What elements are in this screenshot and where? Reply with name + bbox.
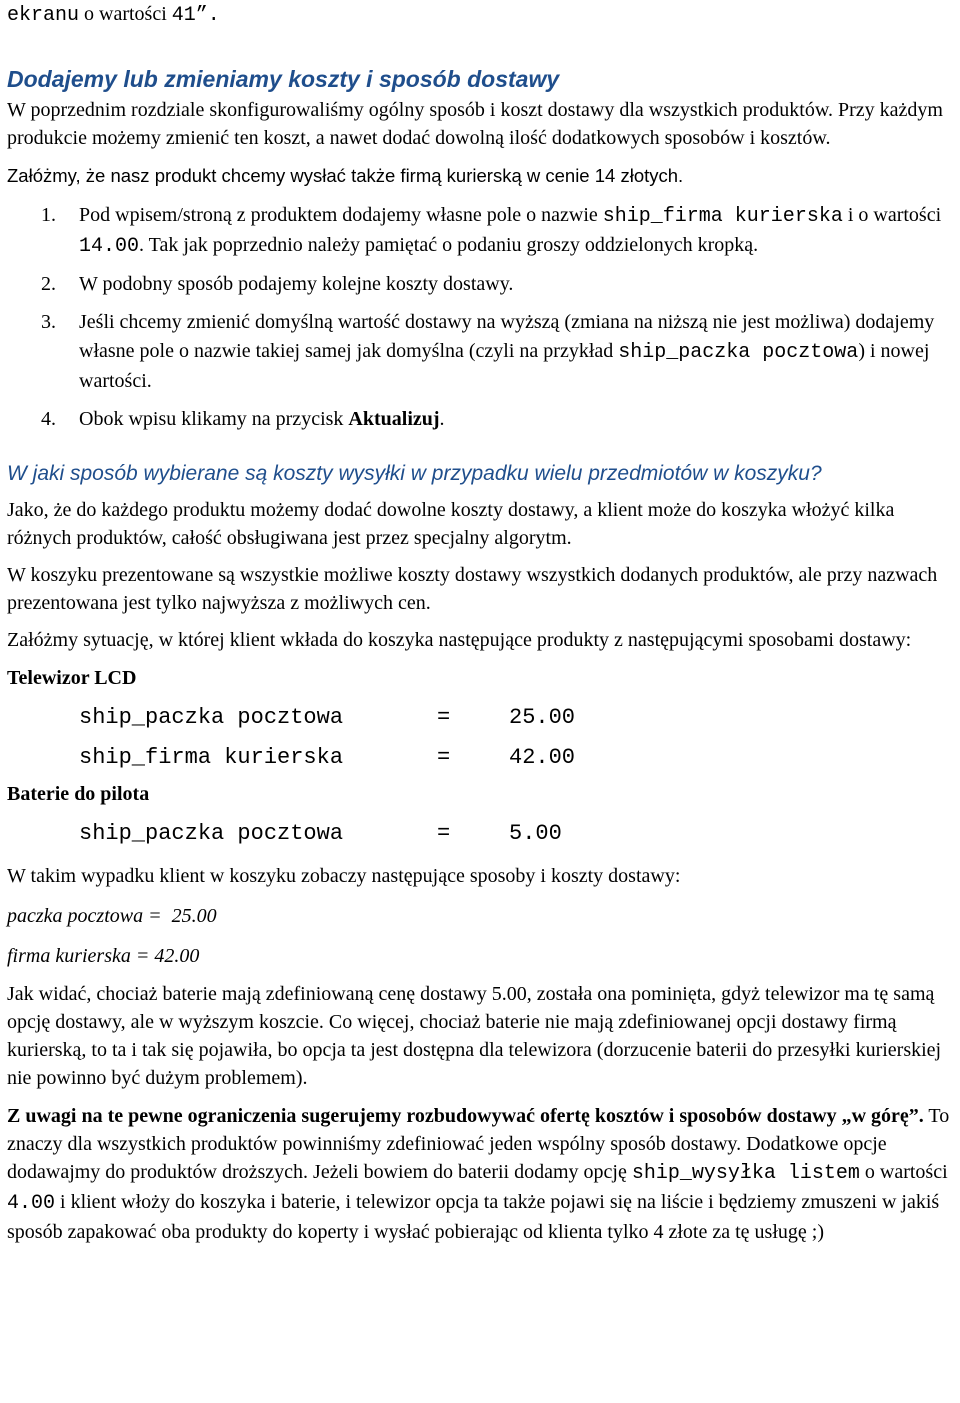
field-value: 4.00 [7, 1192, 56, 1215]
result-line: paczka pocztowa = 25.00 [7, 905, 217, 927]
section2-para4: W takim wypadku klient w koszyku zobaczy następujące sposoby i koszty dostawy: [7, 865, 681, 887]
step-number: 1. [41, 204, 56, 226]
field-value: 14.00 [79, 235, 140, 258]
section2-heading: W jaki sposób wybierane są koszty wysyłki w przypadku wielu przedmiotów w koszyku? [7, 462, 822, 485]
step-text: . Tak jak poprzednio należy pamiętać o podaniu groszy oddzielonych kropką. [139, 234, 759, 256]
field-name: ship_firma kurierska [602, 205, 843, 228]
shipping-row [7, 738, 953, 778]
section1-heading: Dodajemy lub zmieniamy koszty i sposób dostawy [7, 66, 560, 92]
equals-sign: = [437, 745, 451, 770]
intro-tail [7, 0, 953, 30]
shipping-cost: 25.00 [509, 705, 576, 730]
intro-mid: o wartości [79, 3, 172, 25]
section2-para1: Jako, że do każdego produktu możemy dodać dowolne koszty dostawy, a klient może do koszyka włożyć kilka różnych produktów, całość obsługiwana jest przez specjalny algorytm. [7, 499, 895, 549]
field-name: ship_wysyłka listem [631, 1162, 860, 1185]
equals-sign: = [437, 821, 451, 846]
section2-para5: Jak widać, chociaż baterie mają zdefiniowaną cenę dostawy 5.00, została ona pominięta, gdyż telewizor ma tę samą opcję dostawy, ale w wyższym koszcie. Co więcej, chociaż baterie nie mają zdefiniowanej opcji dostawy firmą kurierską, to ta i tak się pojawiła, bo opcja ta jest dostępna dla telewizora (dorzucenie baterii do przesyłki kurierskiej nie powinno być dużym problemem). [7, 983, 942, 1089]
section2-para3: Załóżmy sytuację, w której klient wkłada do koszyka następujące produkty z następującymi sposobami dostawy: [7, 629, 912, 651]
step-4 [7, 405, 953, 434]
result-line: firma kurierska = 42.00 [7, 945, 200, 967]
step-2 [7, 270, 953, 299]
intro-value: 41”. [171, 4, 220, 27]
field-name: ship_paczka pocztowa [618, 341, 859, 364]
step-number: 3. [41, 311, 56, 333]
final-text: i klient włoży do koszyka i baterie, i telewizor opcja ta także pojawi się na liście i będziemy zmuszeni w jakiś sposób zapakować oba produkty do koperty i wysłać pobierając od klienta tylko 4 złote za tę usługę ;) [7, 1191, 940, 1243]
step-number: 4. [41, 408, 56, 430]
intro-prefix: ekranu [7, 4, 80, 27]
final-text: To znaczy dla wszystkich produktów powinniśmy zdefiniować jeden wspólny sposób dostawy. Dodatkowe opcje dodawajmy do produktów droższych. Jeżeli bowiem do baterii dodamy opcję [7, 1105, 950, 1183]
shipping-field: ship_paczka pocztowa [79, 821, 344, 846]
product-name: Baterie do pilota [7, 783, 150, 805]
step-1 [7, 201, 953, 261]
shipping-field: ship_firma kurierska [79, 745, 344, 770]
final-bold: Z uwagi na te pewne ograniczenia sugerujemy rozbudowywać ofertę kosztów i sposobów dostawy „w górę”. [7, 1105, 924, 1127]
shipping-cost: 5.00 [509, 821, 562, 846]
step-text: Pod wpisem/stroną z produktem dodajemy własne pole o nazwie [79, 204, 603, 226]
final-text: o wartości [859, 1161, 948, 1183]
step-text: Jeśli chcemy zmienić domyślną wartość dostawy na wyższą (zmiana na niższą nie jest możliwa) dodajemy własne pole o nazwie takiej samej jak domyślna (czyli na przykład [79, 311, 935, 362]
button-name-text: Aktualizuj [348, 408, 440, 430]
section2-para2: W koszyku prezentowane są wszystkie możliwe koszty dostawy wszystkich dodanych produktów, ale przy nazwach prezentowana jest tylko najwyższa z możliwych cen. [7, 564, 938, 614]
product-name: Telewizor LCD [7, 667, 137, 689]
section1-para1: W poprzednim rozdziale skonfigurowaliśmy ogólny sposób i koszt dostawy dla wszystkich produktów. Przy każdym produkcie możemy zmienić ten koszt, a nawet dodać dowolną ilość dodatkowych sposobów i kosztów. [7, 99, 943, 149]
step-text: W podobny sposób podajemy kolejne koszty dostawy. [79, 273, 514, 295]
step-text: . [439, 408, 445, 430]
step-text: ) i nowej wartości. [79, 340, 930, 392]
steps-list [7, 201, 953, 434]
shipping-field: ship_paczka pocztowa [79, 705, 344, 730]
section1-para2: Załóżmy, że nasz produkt chcemy wysłać także firmą kurierską w cenie 14 złotych. [7, 165, 684, 186]
step-text: Obok wpisu klikamy na przycisk [79, 408, 349, 430]
equals-sign: = [437, 705, 451, 730]
section2-final [7, 1102, 953, 1246]
product-shipping-table [7, 698, 953, 778]
product-shipping-table [7, 814, 953, 854]
step-3 [7, 308, 953, 396]
step-number: 2. [41, 273, 56, 295]
shipping-row [7, 698, 953, 738]
shipping-row [7, 814, 953, 854]
step-text: i o wartości [842, 204, 942, 226]
shipping-cost: 42.00 [509, 745, 576, 770]
